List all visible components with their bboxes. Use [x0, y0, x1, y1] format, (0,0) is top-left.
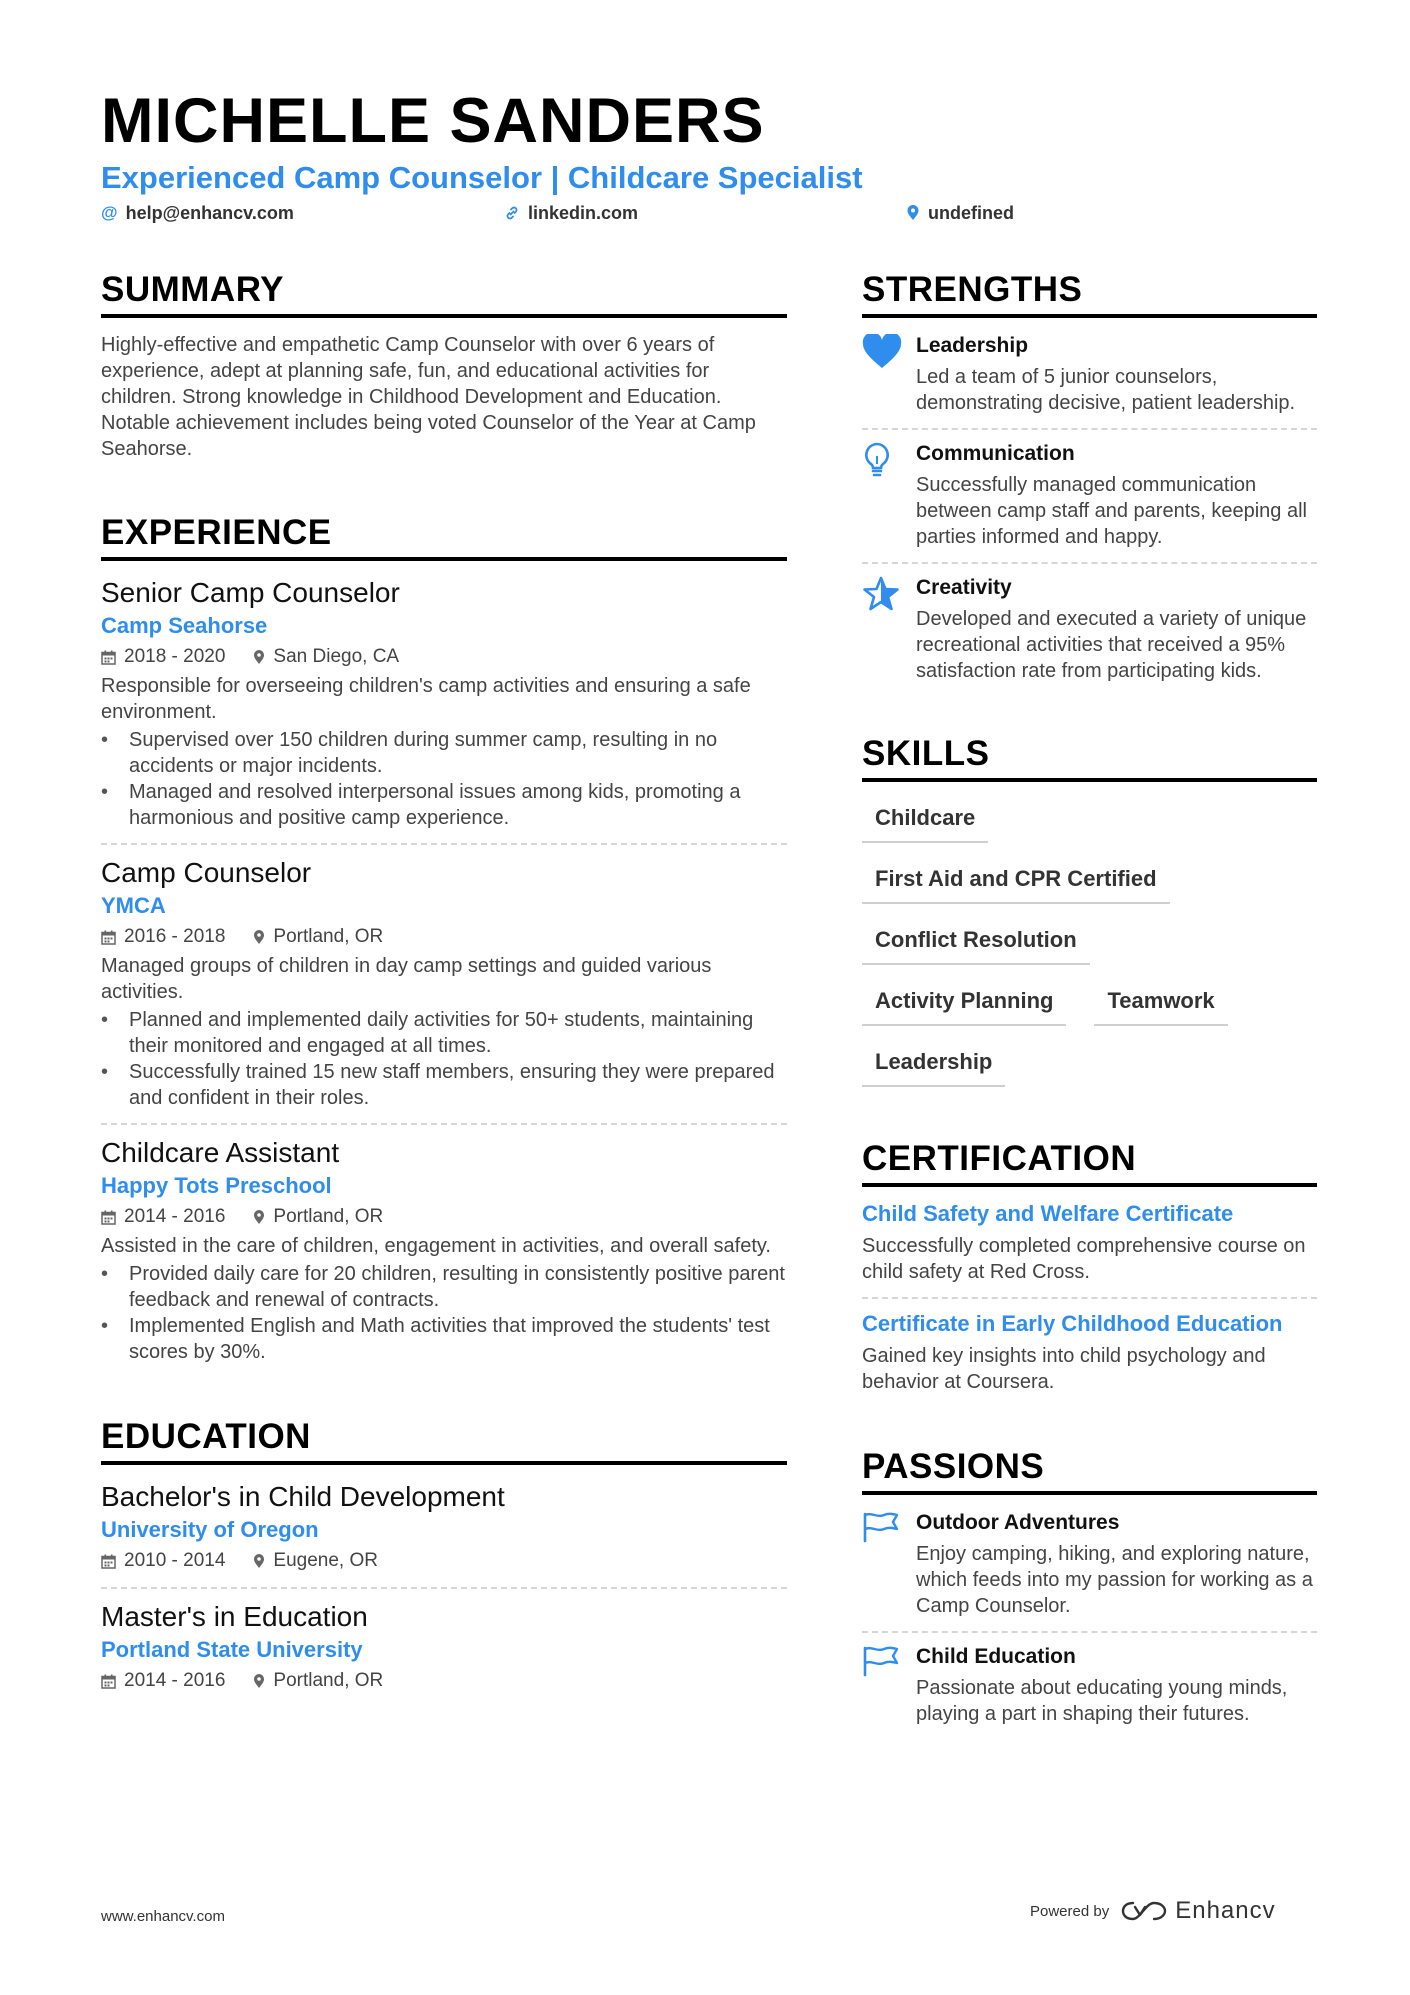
location-pin-icon [253, 1210, 265, 1225]
job-location: Portland, OR [273, 926, 384, 947]
education-meta [101, 1547, 787, 1575]
strength-title: Communication [916, 442, 1075, 465]
job-description: Responsible for overseeing children's camp activities and ensuring a safe environment. [101, 675, 751, 723]
job-bullet: • Planned and implemented daily activities for 50+ students, maintaining their monitored and engaged at all times. [101, 1007, 787, 1059]
footer-website[interactable]: www.enhancv.com [101, 1908, 225, 1925]
location-pin-icon [253, 930, 265, 945]
divider [862, 1631, 1317, 1633]
flag-icon [862, 1643, 916, 1727]
skills-heading: SKILLS [862, 732, 1317, 782]
right-column [862, 268, 1317, 1727]
skills-section [862, 732, 1317, 1101]
calendar-icon [101, 930, 116, 945]
location-pin-icon [906, 205, 920, 221]
education-meta [101, 1667, 787, 1695]
job-title: Camp Counselor [101, 857, 312, 888]
contact-linkedin[interactable] [504, 201, 638, 225]
divider [101, 1123, 787, 1125]
job-dates: 2014 - 2016 [124, 1206, 226, 1227]
job-bullets [101, 1007, 787, 1111]
education-location: Eugene, OR [273, 1550, 378, 1571]
strength-item [862, 332, 1317, 416]
left-column [101, 268, 787, 1695]
lightbulb-icon [862, 440, 916, 550]
school-name: Portland State University [101, 1637, 363, 1662]
company-name: Camp Seahorse [101, 613, 268, 638]
passion-item [862, 1509, 1317, 1619]
education-location: Portland, OR [273, 1670, 384, 1691]
job-meta [101, 643, 787, 671]
certification-item [862, 1309, 1317, 1395]
certification-description: Gained key insights into child psychology and behavior at Coursera. [862, 1345, 1266, 1393]
experience-heading: EXPERIENCE [101, 511, 787, 561]
job-bullet: • Provided daily care for 20 children, resulting in consistently positive parent feedback and renewal of contracts. [101, 1261, 787, 1313]
passion-item [862, 1643, 1317, 1727]
footer-branding[interactable] [1030, 1897, 1276, 1925]
linkedin-text: linkedin.com [528, 203, 639, 223]
skill-tag: Activity Planning [862, 979, 1066, 1026]
at-icon: @ [101, 203, 118, 222]
skill-tag: Conflict Resolution [862, 918, 1090, 965]
skill-tag: Childcare [862, 796, 988, 843]
certification-heading: CERTIFICATION [862, 1137, 1317, 1187]
contact-email[interactable] [101, 201, 294, 225]
star-icon [862, 574, 916, 684]
calendar-icon [101, 650, 116, 665]
passion-title: Outdoor Adventures [916, 1511, 1120, 1534]
divider [862, 562, 1317, 564]
strengths-section [862, 268, 1317, 684]
email-text: help@enhancv.com [125, 203, 294, 223]
job-bullets [101, 727, 787, 831]
brand-name: Enhancv [1175, 1897, 1276, 1924]
passion-description: Passionate about educating young minds, playing a part in shaping their futures. [916, 1677, 1288, 1725]
job-bullet: • Successfully trained 15 new staff members, ensuring they were prepared and confident in their roles. [101, 1059, 787, 1111]
experience-section [101, 511, 787, 1365]
job-dates: 2016 - 2018 [124, 926, 226, 947]
job-bullet: • Supervised over 150 children during summer camp, resulting in no accidents or major incidents. [101, 727, 787, 779]
strength-description: Led a team of 5 junior counselors, demonstrating decisive, patient leadership. [916, 366, 1296, 414]
job-title: Childcare Assistant [101, 1137, 340, 1168]
strength-description: Developed and executed a variety of unique recreational activities that received a 95% satisfaction rate from participating kids. [916, 608, 1307, 682]
certification-title: Certificate in Early Childhood Education [862, 1311, 1283, 1336]
job-location: Portland, OR [273, 1206, 384, 1227]
location-pin-icon [253, 650, 265, 665]
degree-title: Bachelor's in Child Development [101, 1481, 505, 1512]
certification-item [862, 1199, 1317, 1285]
divider [862, 428, 1317, 430]
education-heading: EDUCATION [101, 1415, 787, 1465]
powered-by-text: Powered by [1030, 1902, 1110, 1920]
passions-section [862, 1445, 1317, 1727]
strength-title: Creativity [916, 576, 1012, 599]
job-meta [101, 1203, 787, 1231]
summary-text: Highly-effective and empathetic Camp Counselor with over 6 years of experience, adept at planning safe, fun, and educational activities for children. Strong knowledge in Childhood Development and Education. Notable achievement includes being voted Counselor of the Year at Camp Seahorse. [101, 334, 756, 460]
experience-item [101, 575, 787, 831]
education-dates: 2014 - 2016 [124, 1670, 226, 1691]
divider [101, 843, 787, 845]
passions-heading: PASSIONS [862, 1445, 1317, 1495]
location-pin-icon [253, 1554, 265, 1569]
job-bullets [101, 1261, 787, 1365]
skill-tag: Teamwork [1094, 979, 1227, 1026]
certification-description: Successfully completed comprehensive course on child safety at Red Cross. [862, 1235, 1306, 1283]
job-bullet: • Implemented English and Math activities that improved the students' test scores by 30%. [101, 1313, 787, 1365]
education-item [101, 1479, 787, 1575]
education-item [101, 1599, 787, 1695]
calendar-icon [101, 1674, 116, 1689]
job-meta [101, 923, 787, 951]
school-name: University of Oregon [101, 1517, 319, 1542]
job-title: Senior Camp Counselor [101, 577, 400, 608]
summary-section [101, 268, 787, 462]
passion-description: Enjoy camping, hiking, and exploring nature, which feeds into my passion for working as a Camp Counselor. [916, 1543, 1313, 1617]
candidate-name: MICHELLE SANDERS [101, 86, 765, 156]
strength-description: Successfully managed communication between camp staff and parents, keeping all parties informed and happy. [916, 474, 1307, 548]
heart-icon [862, 332, 916, 416]
job-location: San Diego, CA [273, 646, 400, 667]
divider [101, 1587, 787, 1589]
job-bullet: • Managed and resolved interpersonal issues among kids, promoting a harmonious and positive camp experience. [101, 779, 787, 831]
experience-item [101, 855, 787, 1111]
education-section [101, 1415, 787, 1695]
location-pin-icon [253, 1674, 265, 1689]
certification-section [862, 1137, 1317, 1395]
enhancv-logo-mark [1121, 1899, 1167, 1923]
education-dates: 2010 - 2014 [124, 1550, 226, 1571]
strength-title: Leadership [916, 334, 1029, 357]
certification-title: Child Safety and Welfare Certificate [862, 1201, 1234, 1226]
divider [862, 1297, 1317, 1299]
degree-title: Master's in Education [101, 1601, 368, 1632]
calendar-icon [101, 1210, 116, 1225]
location-text: undefined [928, 203, 1014, 223]
strengths-heading: STRENGTHS [862, 268, 1317, 318]
skills-list [862, 796, 1317, 1101]
job-dates: 2018 - 2020 [124, 646, 226, 667]
passion-title: Child Education [916, 1645, 1076, 1668]
company-name: Happy Tots Preschool [101, 1173, 332, 1198]
strength-item [862, 574, 1317, 684]
skill-tag: Leadership [862, 1040, 1005, 1087]
flag-icon [862, 1509, 916, 1619]
job-description: Assisted in the care of children, engagement in activities, and overall safety. [101, 1235, 771, 1257]
company-name: YMCA [101, 893, 166, 918]
calendar-icon [101, 1554, 116, 1569]
link-icon [504, 205, 520, 221]
skill-tag: First Aid and CPR Certified [862, 857, 1170, 904]
strength-item [862, 440, 1317, 550]
enhancv-logo [1121, 1897, 1275, 1925]
candidate-headline: Experienced Camp Counselor | Childcare Specialist [101, 160, 863, 195]
job-description: Managed groups of children in day camp settings and guided various activities. [101, 955, 712, 1003]
experience-item [101, 1135, 787, 1365]
contact-location [906, 201, 1014, 225]
summary-heading: SUMMARY [101, 268, 787, 318]
